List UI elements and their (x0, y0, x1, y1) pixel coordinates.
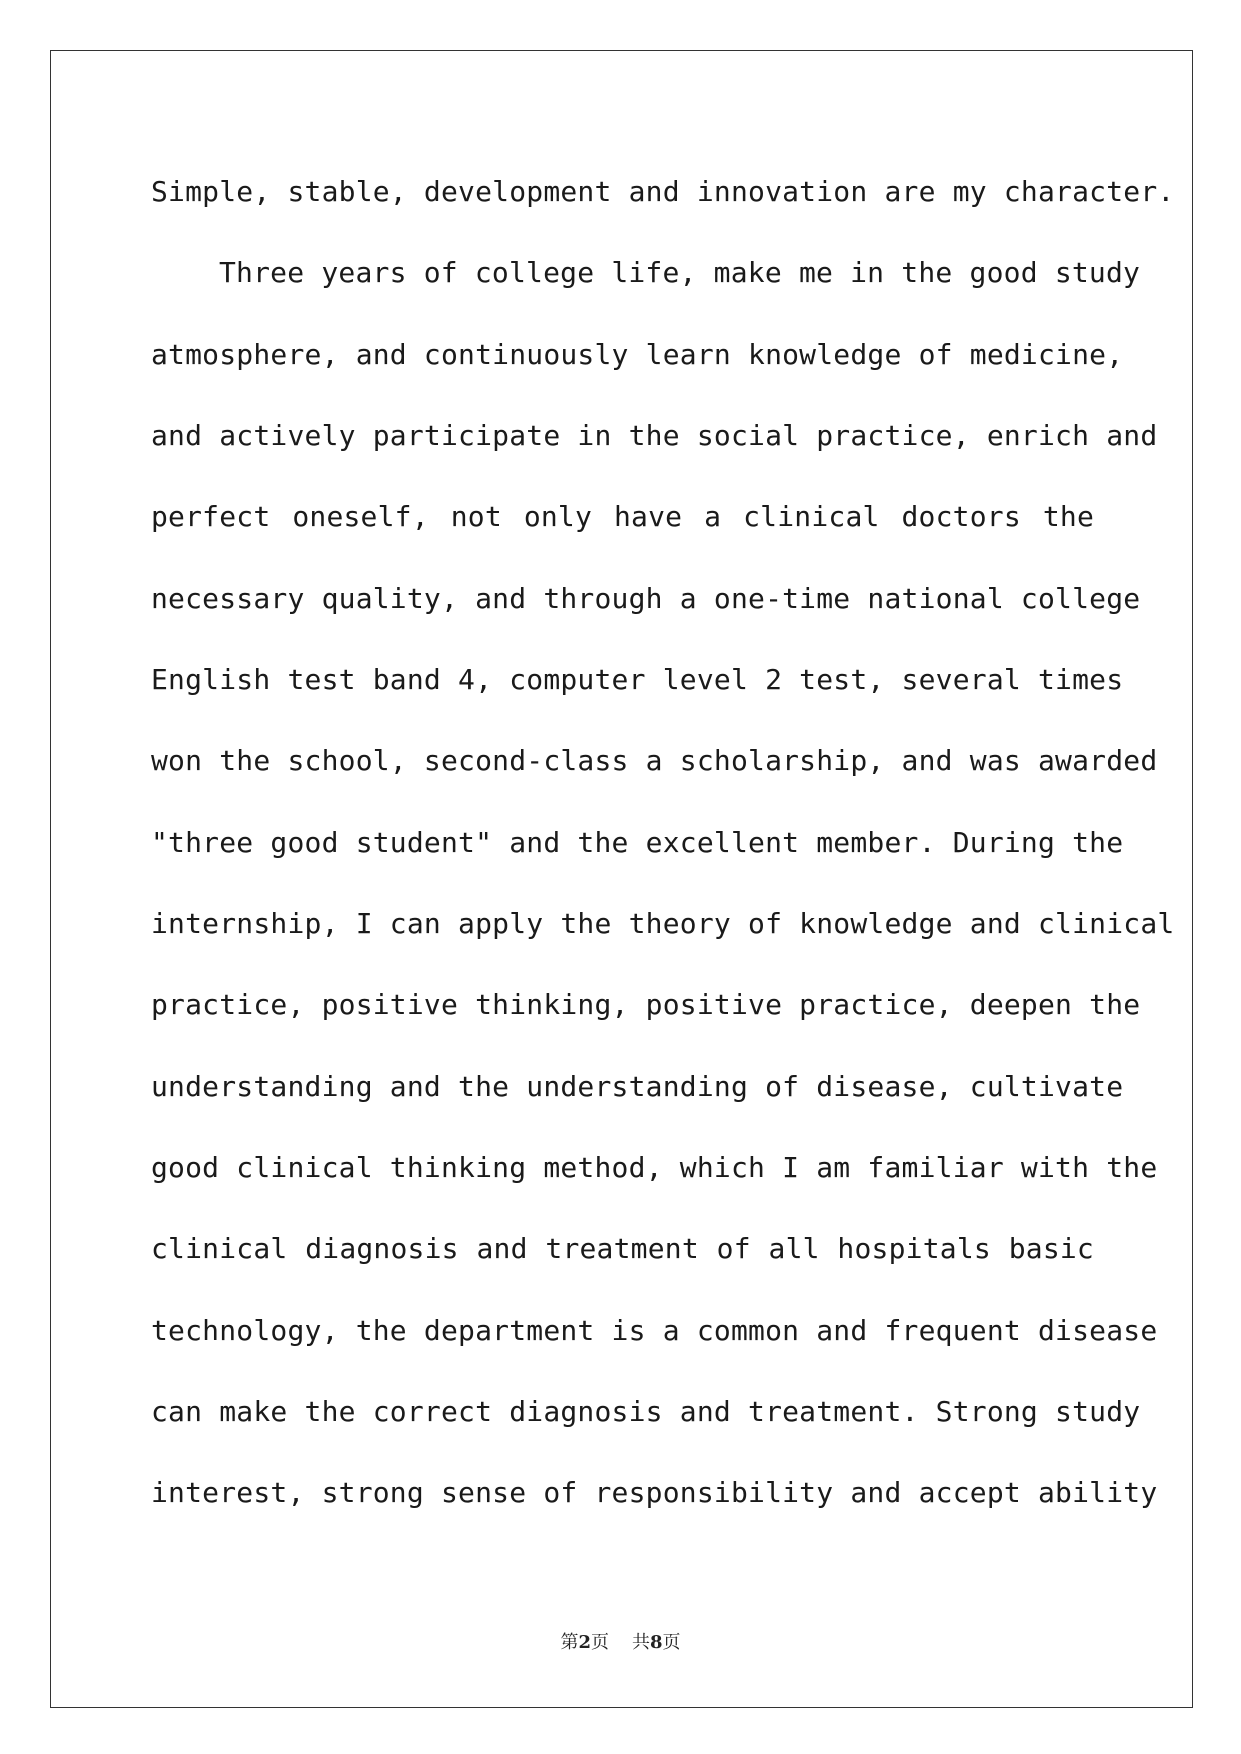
text-line: interest, strong sense of responsibility and accept ability (151, 1476, 1158, 1509)
page-border (50, 50, 1193, 1708)
footer-total-suffix: 页 (662, 1632, 681, 1653)
text-line: atmosphere, and continuously learn knowledge of medicine, (151, 338, 1124, 371)
text-line: English test band 4, computer level 2 test, several times (151, 663, 1124, 696)
text-line: understanding and the understanding of disease, cultivate (151, 1070, 1124, 1103)
text-line: internship, I can apply the theory of knowledge and clinical (151, 907, 1175, 940)
text-line: can make the correct diagnosis and treatment. Strong study (151, 1395, 1141, 1428)
text-line: practice, positive thinking, positive practice, deepen the (151, 988, 1141, 1021)
footer-page-total: 8 (649, 1632, 663, 1653)
text-line: Three years of college life, make me in the good study (219, 256, 1141, 289)
footer-page-prefix: 第 (560, 1632, 579, 1653)
footer-page-suffix: 页 (591, 1632, 610, 1653)
text-line: technology, the department is a common and frequent disease (151, 1314, 1158, 1347)
text-line: perfect oneself, not only have a clinical doctors the (151, 500, 1094, 533)
footer-page-current: 2 (578, 1632, 592, 1653)
page-footer (0, 1628, 1241, 1654)
text-line: and actively participate in the social practice, enrich and (151, 419, 1158, 452)
text-line: good clinical thinking method, which I am familiar with the (151, 1151, 1158, 1184)
text-line: Simple, stable, development and innovation are my character. (151, 175, 1175, 208)
text-line: "three good student" and the excellent member. During the (151, 826, 1124, 859)
text-line: necessary quality, and through a one-time national college (151, 582, 1141, 615)
text-line: clinical diagnosis and treatment of all hospitals basic (151, 1232, 1094, 1265)
text-line: won the school, second-class a scholarship, and was awarded (151, 744, 1158, 777)
footer-total-prefix: 共 (631, 1632, 650, 1653)
